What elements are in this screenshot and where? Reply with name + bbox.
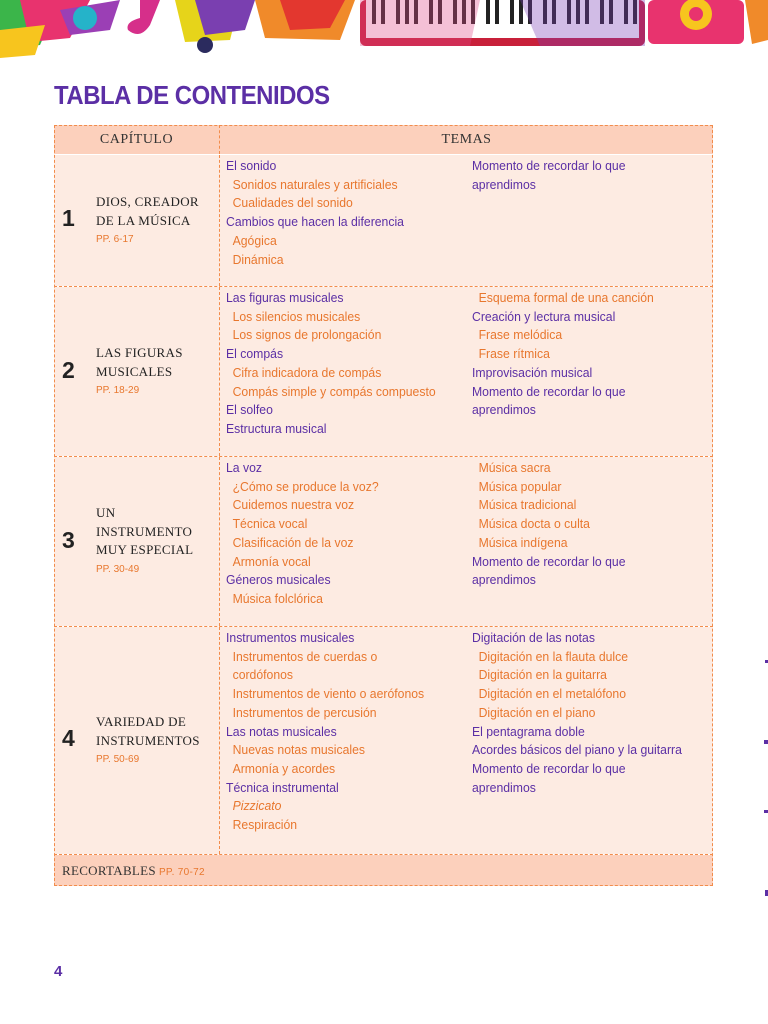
footer-pages: PP. 70-72 xyxy=(158,867,205,878)
topic-item: Momento de recordar lo que xyxy=(472,383,626,399)
chapter-title: VARIEDAD DE INSTRUMENTOS xyxy=(96,714,200,748)
subtopic-item: Música folclórica xyxy=(232,590,323,606)
topic-item: Creación y lectura musical xyxy=(472,308,616,324)
subtopic-item: Música tradicional xyxy=(478,497,577,513)
subtopic-item: Nuevas notas musicales xyxy=(232,742,366,758)
subtopic-item: Los signos de prolongación xyxy=(232,327,382,343)
table-of-contents xyxy=(54,125,713,886)
subtopic-item: Pizzicato xyxy=(232,798,282,814)
chapter-title: LAS FIGURAS MUSICALES xyxy=(96,345,183,379)
topic-item: El solfeo xyxy=(226,402,273,418)
topics-column-right xyxy=(472,157,712,194)
chapter-row xyxy=(54,155,713,286)
chapter-row xyxy=(54,287,713,456)
topic-item: Momento de recordar lo que xyxy=(472,760,626,776)
page-title: TABLA DE CONTENIDOS xyxy=(54,80,330,110)
topic-item: Las figuras musicales xyxy=(226,290,344,305)
topics-column-right xyxy=(472,289,712,420)
topic-item: El compás xyxy=(226,346,284,362)
topic-item: aprendimos xyxy=(472,779,536,795)
topics-column-right xyxy=(472,629,712,797)
footer-row xyxy=(54,855,713,886)
subtopic-item: ¿Cómo se produce la voz? xyxy=(232,478,379,494)
subtopic-item: Digitación en la flauta dulce xyxy=(478,648,629,664)
chapter-number: 3 xyxy=(62,527,75,553)
chapter-number: 2 xyxy=(62,357,75,383)
topic-item: El sonido xyxy=(226,158,277,173)
topic-item: La voz xyxy=(226,460,263,475)
topic-item: aprendimos xyxy=(472,176,536,192)
topics-column-left xyxy=(226,459,472,609)
chapter-pages: PP. 6-17 xyxy=(96,234,134,245)
subtopic-item: Música docta o culta xyxy=(478,516,590,532)
chapter-pages: PP. 18-29 xyxy=(96,385,140,396)
topic-item: aprendimos xyxy=(472,572,536,588)
footer-cutouts xyxy=(62,855,205,886)
subtopic-item: Instrumentos de percusión xyxy=(232,704,377,720)
topics-column-left xyxy=(226,629,472,835)
topic-item: aprendimos xyxy=(472,402,536,418)
subtopic-item: Clasificación de la voz xyxy=(232,534,354,550)
subtopic-item: Agógica xyxy=(232,232,277,248)
topic-item: Estructura musical xyxy=(226,420,327,436)
topic-item: Géneros musicales xyxy=(226,572,331,588)
subtopic-item: Cifra indicadora de compás xyxy=(232,364,382,380)
chapter-title: UN INSTRUMENTO MUY ESPECIAL xyxy=(96,505,194,557)
topics-column-right xyxy=(472,459,712,590)
chapter-title: DIOS, CREADOR DE LA MÚSICA xyxy=(96,194,199,228)
topic-item: Técnica instrumental xyxy=(226,779,339,795)
subtopic-item: Sonidos naturales y artificiales xyxy=(232,176,398,192)
subtopic-item: Esquema formal de una canción xyxy=(478,290,654,305)
column-header-chapter: CAPÍTULO xyxy=(99,132,174,147)
subtopic-item: Instrumentos de viento o aerófonos xyxy=(232,686,425,702)
subtopic-item: Técnica vocal xyxy=(232,516,308,532)
topic-item: Acordes básicos del piano y la guitarra xyxy=(472,742,682,758)
table-header-row xyxy=(54,125,713,154)
subtopic-item: Cualidades del sonido xyxy=(232,195,353,211)
subtopic-item: Digitación en el piano xyxy=(478,704,596,720)
chapter-row xyxy=(54,457,713,626)
topic-item: Cambios que hacen la diferencia xyxy=(226,214,404,230)
subtopic-item: Compás simple y compás compuesto xyxy=(232,383,436,399)
subtopic-item: Digitación en el metalófono xyxy=(478,686,626,702)
subtopic-item: Frase rítmica xyxy=(478,346,550,362)
chapter-pages: PP. 50-69 xyxy=(96,754,140,765)
chapter-row xyxy=(54,627,713,854)
footer-label: RECORTABLES xyxy=(62,863,156,878)
topic-item: Momento de recordar lo que xyxy=(472,158,626,173)
side-decoration xyxy=(760,660,768,910)
music-banner-illustration xyxy=(0,0,768,60)
subtopic-item: Música indígena xyxy=(478,534,568,550)
topics-column-left xyxy=(226,157,472,269)
subtopic-item: Armonía y acordes xyxy=(232,760,336,776)
subtopic-item: cordófonos xyxy=(232,667,294,683)
subtopic-item: Digitación en la guitarra xyxy=(478,667,607,683)
chapter-number: 1 xyxy=(62,205,75,231)
chapter-pages: PP. 30-49 xyxy=(96,564,140,575)
subtopic-item: Dinámica xyxy=(232,251,284,267)
chapter-number: 4 xyxy=(62,725,75,751)
subtopic-item: Armonía vocal xyxy=(232,553,311,569)
topic-item: Instrumentos musicales xyxy=(226,630,355,645)
topic-item: Digitación de las notas xyxy=(472,630,595,645)
subtopic-item: Respiración xyxy=(232,817,298,833)
topic-item: El pentagrama doble xyxy=(472,723,585,739)
subtopic-item: Cuidemos nuestra voz xyxy=(232,497,355,513)
column-header-topics: TEMAS xyxy=(441,132,492,147)
topic-item: Improvisación musical xyxy=(472,364,593,380)
page-number: 4 xyxy=(54,963,63,980)
topic-item: Las notas musicales xyxy=(226,723,337,739)
topics-column-left xyxy=(226,289,472,439)
topic-item: Momento de recordar lo que xyxy=(472,553,626,569)
subtopic-item: Los silencios musicales xyxy=(232,308,361,324)
subtopic-item: Música sacra xyxy=(478,460,551,475)
subtopic-item: Música popular xyxy=(478,478,562,494)
subtopic-item: Instrumentos de cuerdas o xyxy=(232,648,378,664)
subtopic-item: Frase melódica xyxy=(478,327,563,343)
